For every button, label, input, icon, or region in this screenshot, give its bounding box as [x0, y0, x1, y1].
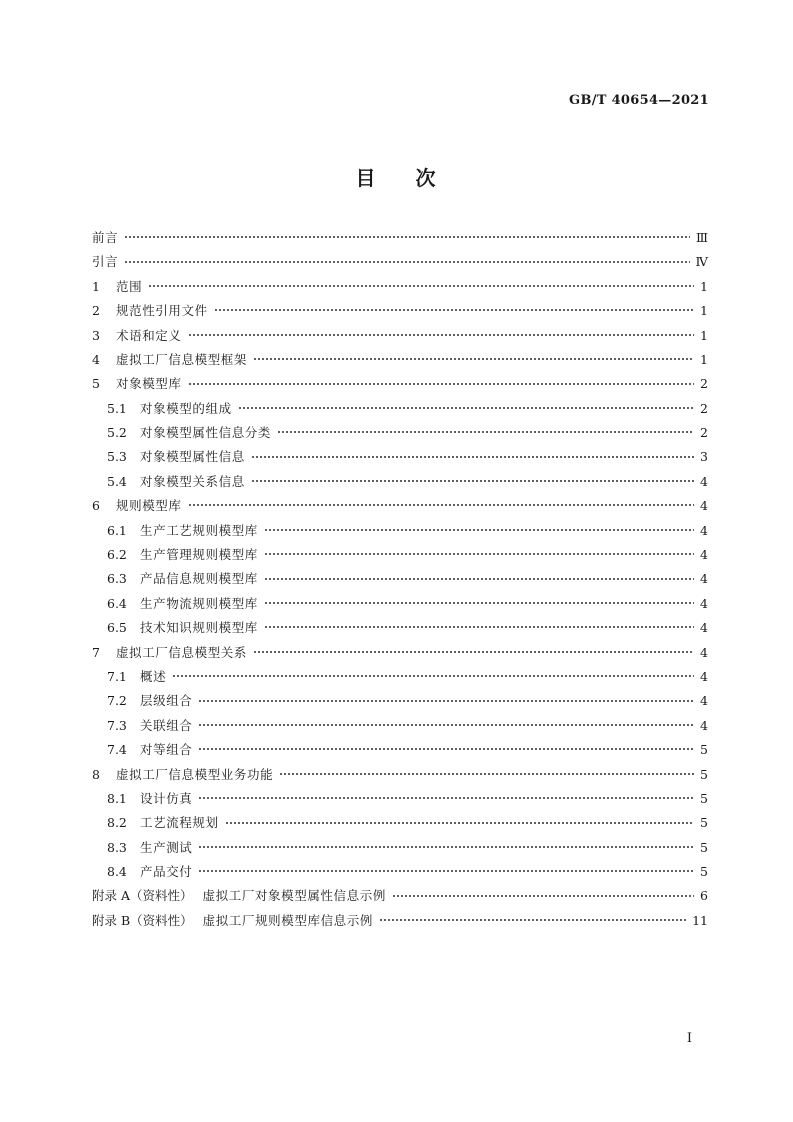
toc-entry-page: Ⅲ [695, 229, 708, 245]
dot-leader [198, 792, 694, 804]
dot-leader [198, 841, 694, 853]
toc-entry-page: 5 [700, 839, 708, 855]
toc-entry[interactable] [92, 299, 708, 323]
toc-entry-page: 4 [700, 644, 708, 660]
toc-entry-number: 5 [92, 376, 100, 392]
dot-leader [253, 353, 694, 365]
toc-entry-number: 8.3 [107, 839, 127, 855]
toc-entry-label: 虚拟工厂信息模型框架 [116, 351, 248, 367]
toc-entry-page: 4 [700, 668, 708, 684]
toc-entry-label: 生产测试 [140, 839, 193, 855]
toc-entry-label: 概述 [140, 668, 167, 684]
toc-entry[interactable] [92, 275, 708, 299]
toc-entry-number: 5.4 [107, 473, 127, 489]
toc-entry[interactable] [92, 836, 708, 860]
toc-entry-page: 4 [700, 620, 708, 636]
toc-entry-label: 对象模型属性信息分类 [140, 425, 272, 441]
toc-entry-page: 2 [700, 425, 708, 441]
dot-leader [214, 304, 694, 316]
toc-entry-label: 对象模型属性信息 [140, 449, 245, 465]
toc-entry-page: 2 [700, 400, 708, 416]
toc-entry-page: 5 [700, 766, 708, 782]
dot-leader [172, 670, 694, 682]
toc-entry-number: 8 [92, 766, 100, 782]
toc-entry[interactable] [92, 689, 708, 713]
toc-entry-number: 8.4 [107, 864, 127, 880]
page-folio: Ⅰ [686, 1031, 692, 1046]
toc-entry-number: 7.4 [107, 742, 127, 758]
toc-entry-label: 产品交付 [140, 864, 193, 880]
toc-entry[interactable] [92, 592, 708, 616]
toc-entry-page: 1 [700, 303, 708, 319]
dot-leader [264, 548, 694, 560]
toc-entry[interactable] [92, 641, 708, 665]
toc-entry-label: 虚拟工厂对象模型属性信息示例 [202, 888, 386, 904]
toc-entry-number: 6.4 [107, 595, 127, 611]
toc-entry-number: 8.1 [107, 790, 127, 806]
toc-entry-label: 规则模型库 [116, 498, 182, 514]
dot-leader [124, 256, 689, 268]
toc-entry-label: 生产工艺规则模型库 [140, 522, 258, 538]
toc-entry-number: 5.1 [107, 400, 127, 416]
toc-entry[interactable] [92, 567, 708, 591]
dot-leader [264, 597, 694, 609]
dot-leader [238, 402, 694, 414]
toc-entry[interactable] [92, 397, 708, 421]
toc-entry-page: 4 [700, 547, 708, 563]
toc-entry[interactable] [92, 519, 708, 543]
dot-leader [264, 621, 694, 633]
toc-entry-page: 4 [700, 473, 708, 489]
toc-entry-page: 5 [700, 864, 708, 880]
toc-entry-page: 6 [700, 888, 708, 904]
toc-entry-label: 生产管理规则模型库 [140, 547, 258, 563]
toc-entry-number: 2 [92, 303, 100, 319]
title-char-2: 次 [415, 166, 438, 190]
toc-entry[interactable] [92, 372, 708, 396]
standard-code: GB/T 40654—2021 [569, 93, 709, 108]
toc-entry-label: 术语和定义 [116, 327, 182, 343]
toc-entry-label: 产品信息规则模型库 [140, 571, 258, 587]
dot-leader [198, 719, 694, 731]
toc-entry[interactable] [92, 811, 708, 835]
toc-entry-number: 1 [92, 278, 100, 294]
toc-entry-label: 生产物流规则模型库 [140, 595, 258, 611]
toc-entry-label: 对等组合 [140, 742, 193, 758]
dot-leader [198, 695, 694, 707]
toc-entry[interactable] [92, 860, 708, 884]
toc-entry-label: 虚拟工厂规则模型库信息示例 [202, 912, 373, 928]
toc-entry-number: 7.3 [107, 717, 127, 733]
title-char-1: 目 [355, 166, 378, 190]
dot-leader [392, 890, 694, 902]
toc-entry-number: 7 [92, 644, 100, 660]
toc-entry-label: 关联组合 [140, 717, 193, 733]
table-of-contents [92, 226, 708, 933]
toc-entry-number: 5.3 [107, 449, 127, 465]
toc-entry-label: 虚拟工厂信息模型关系 [116, 644, 248, 660]
toc-entry[interactable] [92, 738, 708, 762]
toc-entry[interactable] [92, 763, 708, 787]
toc-entry-page: Ⅳ [695, 254, 708, 270]
dot-leader [264, 573, 694, 585]
toc-entry-page: 4 [700, 498, 708, 514]
toc-entry-number: 6 [92, 498, 100, 514]
toc-entry-number: 3 [92, 327, 100, 343]
toc-entry-number: 附录 A（资料性） [92, 888, 193, 904]
dot-leader [253, 646, 694, 658]
toc-entry-number: 4 [92, 351, 100, 367]
toc-entry-label: 层级组合 [140, 693, 193, 709]
toc-entry-label: 设计仿真 [140, 790, 193, 806]
toc-entry-page: 5 [700, 815, 708, 831]
dot-leader [188, 499, 694, 511]
toc-entry-page: 1 [700, 327, 708, 343]
dot-leader [277, 426, 694, 438]
toc-entry-label: 对象模型关系信息 [140, 473, 245, 489]
toc-entry[interactable] [92, 665, 708, 689]
page-title [0, 162, 793, 191]
toc-entry-number: 6.1 [107, 522, 127, 538]
toc-entry-number: 7.1 [107, 668, 127, 684]
toc-entry[interactable] [92, 616, 708, 640]
dot-leader [251, 451, 694, 463]
toc-entry-number: 附录 B（资料性） [92, 912, 193, 928]
toc-entry-page: 4 [700, 571, 708, 587]
toc-entry-number: 5.2 [107, 425, 127, 441]
toc-entry[interactable] [92, 324, 708, 348]
toc-entry-number: 6.3 [107, 571, 127, 587]
toc-entry[interactable] [92, 787, 708, 811]
toc-entry-page: 5 [700, 790, 708, 806]
toc-entry[interactable] [92, 226, 708, 250]
toc-entry-page: 2 [700, 376, 708, 392]
toc-entry-page: 4 [700, 717, 708, 733]
dot-leader [279, 768, 694, 780]
toc-entry-label: 技术知识规则模型库 [140, 620, 258, 636]
toc-entry-label: 虚拟工厂信息模型业务功能 [116, 766, 274, 782]
toc-entry-label: 范围 [116, 278, 143, 294]
toc-entry-page: 4 [700, 522, 708, 538]
toc-entry-page: 3 [700, 449, 708, 465]
toc-entry[interactable] [92, 348, 708, 372]
dot-leader [225, 817, 694, 829]
toc-entry[interactable] [92, 446, 708, 470]
toc-entry-label: 工艺流程规划 [140, 815, 219, 831]
toc-entry-page: 1 [700, 351, 708, 367]
dot-leader [124, 231, 690, 243]
dot-leader [379, 914, 686, 926]
toc-entry[interactable] [92, 543, 708, 567]
toc-entry-label: 规范性引用文件 [116, 303, 208, 319]
toc-entry-label: 对象模型的组成 [140, 400, 232, 416]
dot-leader [198, 865, 694, 877]
dot-leader [188, 378, 694, 390]
toc-entry-number: 7.2 [107, 693, 127, 709]
dot-leader [198, 743, 694, 755]
toc-entry-page: 1 [700, 278, 708, 294]
toc-entry-number: 6.5 [107, 620, 127, 636]
toc-entry-label: 对象模型库 [116, 376, 182, 392]
toc-entry-page: 4 [700, 595, 708, 611]
toc-entry[interactable] [92, 885, 708, 909]
toc-entry[interactable] [92, 494, 708, 518]
toc-entry-label: 前言 [92, 229, 119, 245]
toc-entry[interactable] [92, 909, 708, 933]
toc-entry-page: 4 [700, 693, 708, 709]
dot-leader [264, 524, 694, 536]
toc-entry-number: 8.2 [107, 815, 127, 831]
toc-entry[interactable] [92, 421, 708, 445]
toc-entry-page: 5 [700, 742, 708, 758]
toc-entry-label: 引言 [92, 254, 119, 270]
toc-entry[interactable] [92, 470, 708, 494]
toc-entry-page: 11 [692, 912, 708, 928]
toc-entry-number: 6.2 [107, 547, 127, 563]
toc-entry[interactable] [92, 250, 708, 274]
dot-leader [188, 329, 694, 341]
dot-leader [148, 280, 694, 292]
toc-entry[interactable] [92, 714, 708, 738]
dot-leader [251, 475, 694, 487]
